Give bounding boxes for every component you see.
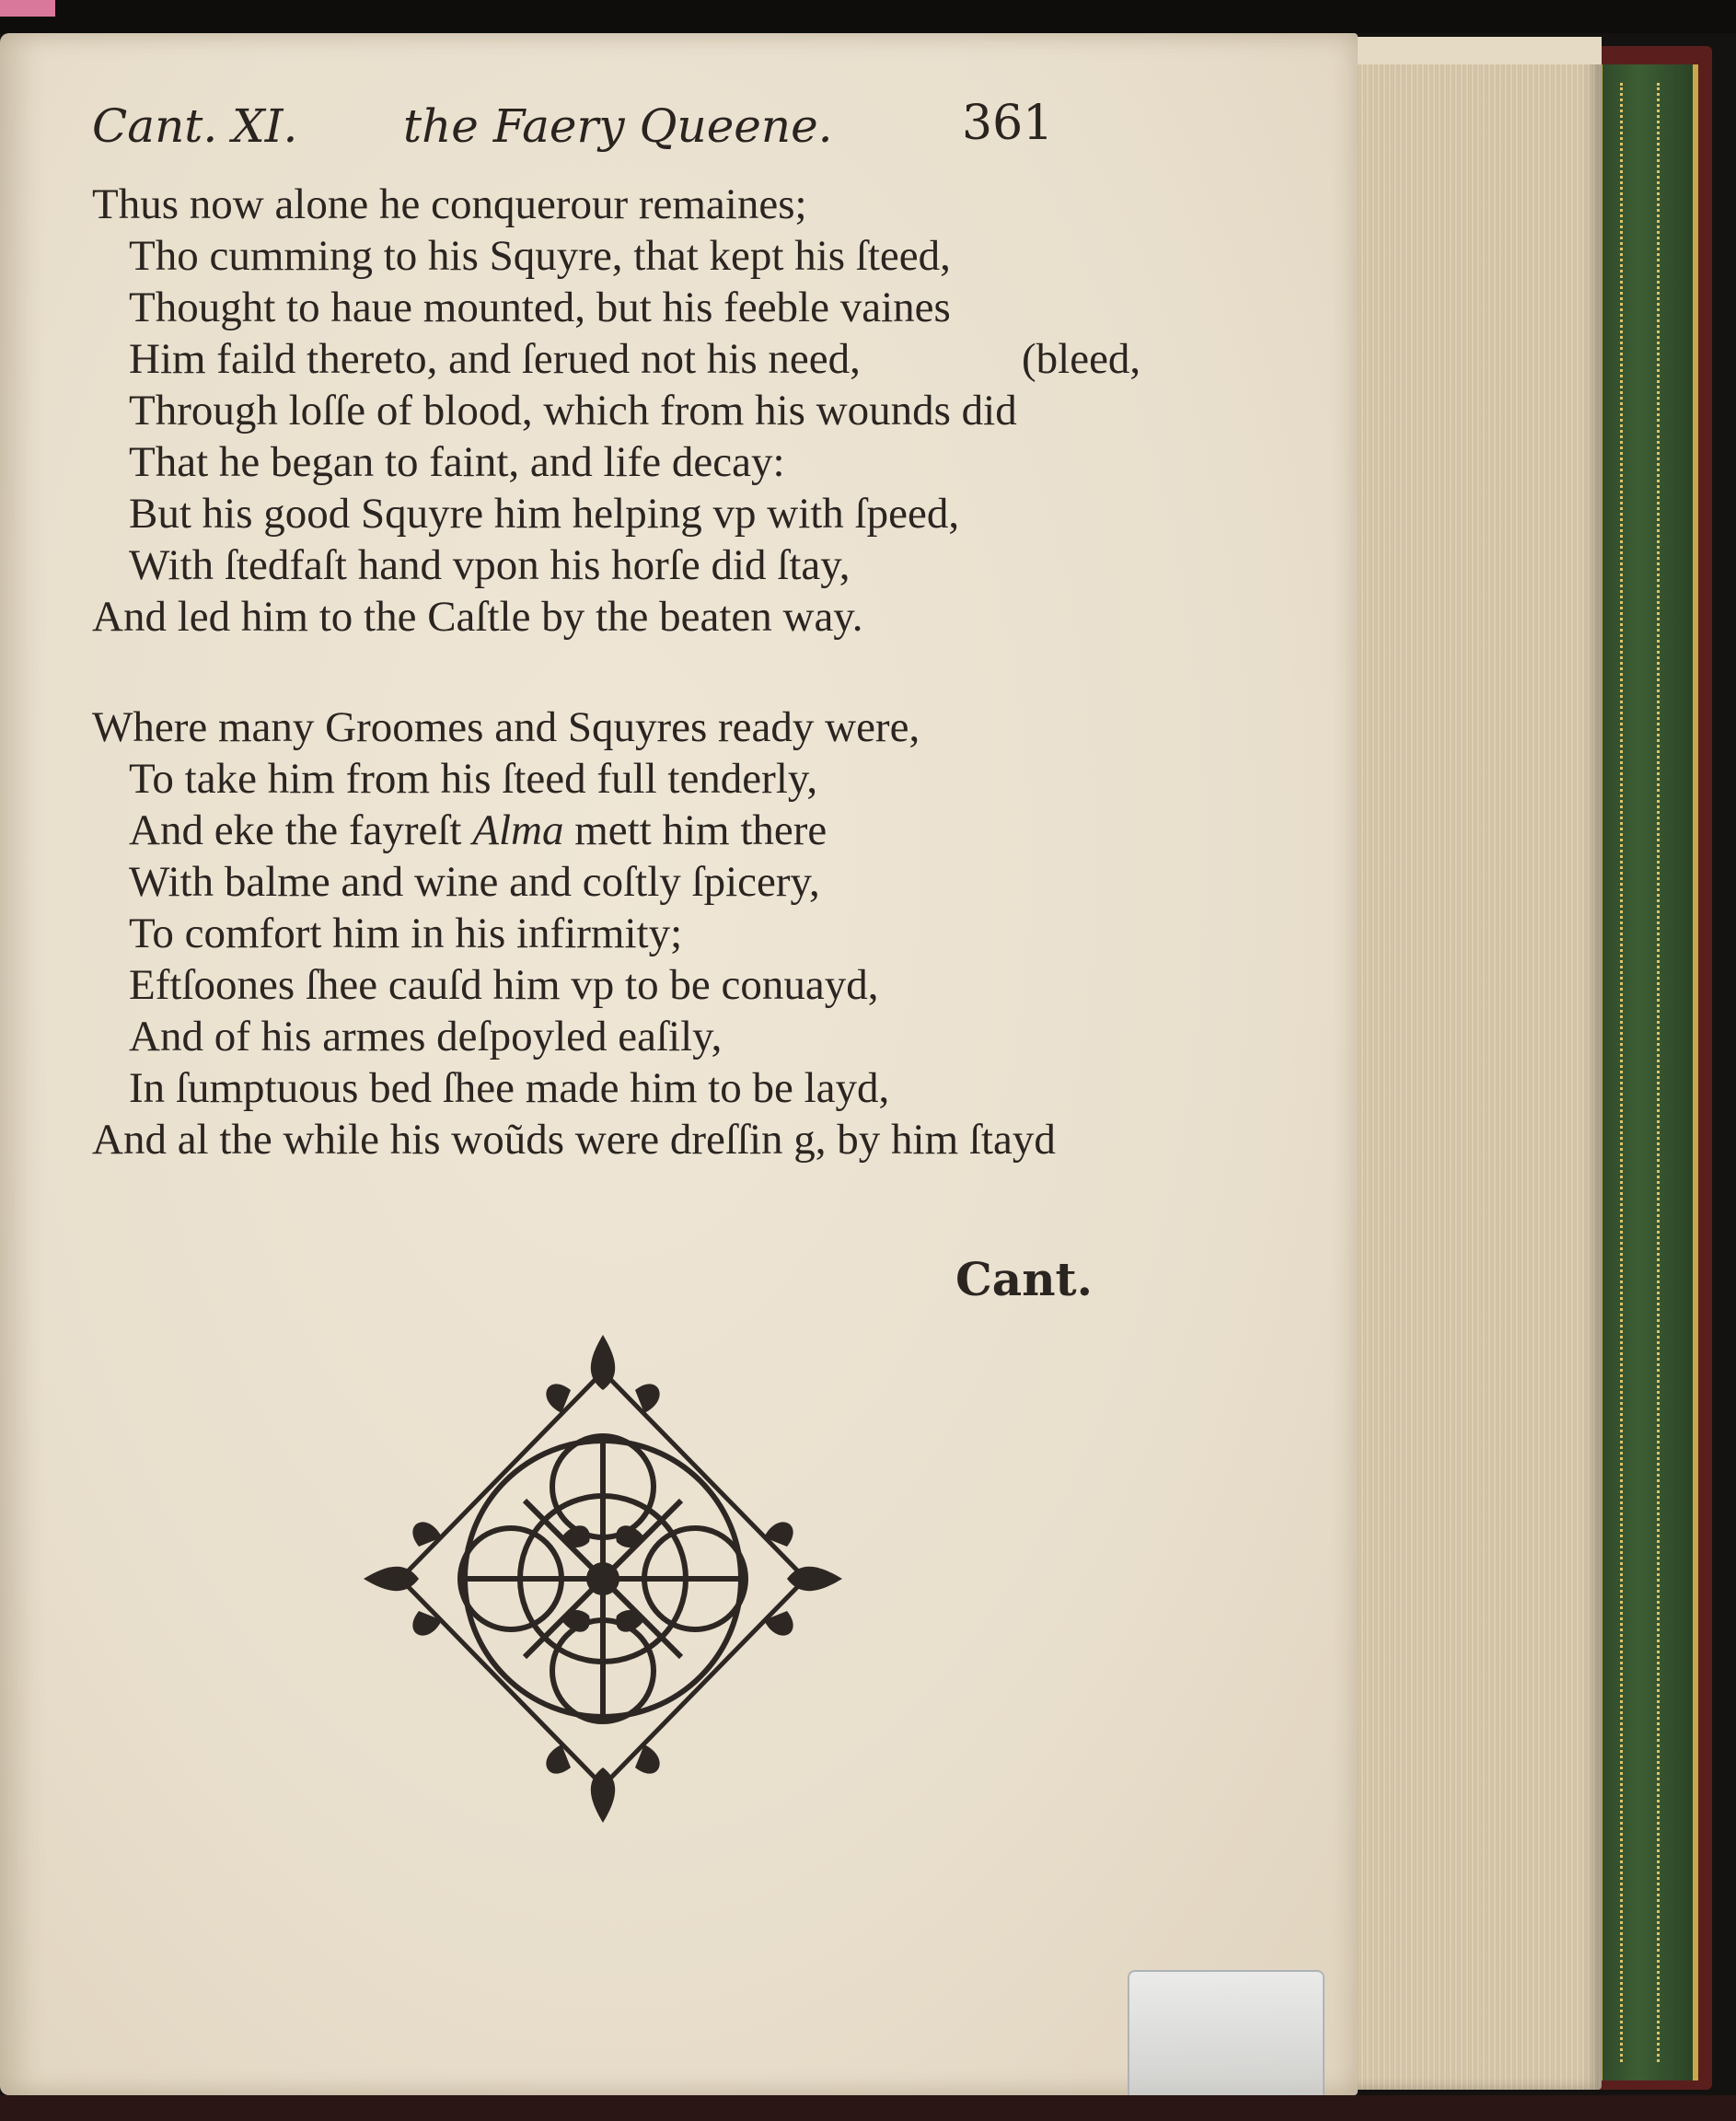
color-tab (0, 0, 55, 17)
verse-line: And led him to the Caſtle by the beaten way. (92, 593, 863, 641)
proper-name: Alma (472, 806, 564, 854)
verse-line-text: mett him there (563, 806, 827, 854)
verse-line: In ſumptuous bed ſhee made him to be layd, (129, 1064, 890, 1112)
gilt-border-line (1657, 83, 1663, 2062)
verse-line: Thus now alone he conquerour remaines; (92, 180, 807, 228)
page-fore-edge (1325, 37, 1602, 2090)
verse-line (92, 805, 1056, 856)
bottom-background (0, 2095, 1736, 2121)
stanza-1 (92, 179, 1141, 643)
canto-heading: Cant. XI. (92, 99, 298, 153)
verse-line: Thought to haue mounted, but his feeble vaines (129, 284, 951, 331)
verse-line: Eftſoones ſhee cauſd him vp to be conuayd, (129, 961, 879, 1009)
gilt-border-line (1620, 83, 1626, 2062)
verse-line: And of his armes deſpoyled eaſily, (129, 1013, 723, 1060)
verse-line: To take him from his ſteed full tenderly, (129, 755, 818, 803)
verse-line: Tho cumming to his Squyre, that kept his ſteed, (129, 232, 951, 280)
verse-line: And al the while his woũds were dreſſin g, by him ſtayd (92, 1116, 1056, 1164)
page-fore-edge-top (1325, 37, 1602, 64)
printers-ornament (364, 1335, 842, 1823)
running-title: the Faery Queene. (403, 99, 833, 153)
turnover-word: (bleed, (1022, 335, 1141, 383)
page-number: 361 (962, 96, 1054, 151)
catchword: Cant. (955, 1252, 1094, 1306)
cover-green-panel (1597, 64, 1698, 2080)
verse-line: With balme and wine and coſtly ſpicery, (129, 858, 820, 906)
verse-line-text: And eke the fayreſt (129, 806, 473, 854)
verse-line: Where many Groomes and Squyres ready were, (92, 703, 920, 751)
verse-line: Through loſſe of blood, which from his wounds did (129, 387, 1017, 435)
verse-line: With ſtedfaſt hand vpon his horſe did ſtay, (129, 541, 851, 589)
verse-line (92, 333, 1141, 385)
verse-line-text: Him faild thereto, and ſerued not his need, (129, 335, 861, 383)
verse-line: That he began to faint, and life decay: (129, 438, 785, 486)
top-background (0, 0, 1736, 33)
stanza-2 (92, 701, 1056, 1165)
page-weight-clip (1128, 1970, 1325, 2103)
verse-line: But his good Squyre him helping vp with ſpeed, (129, 490, 960, 538)
verse-line: To comfort him in his infirmity; (129, 910, 683, 957)
